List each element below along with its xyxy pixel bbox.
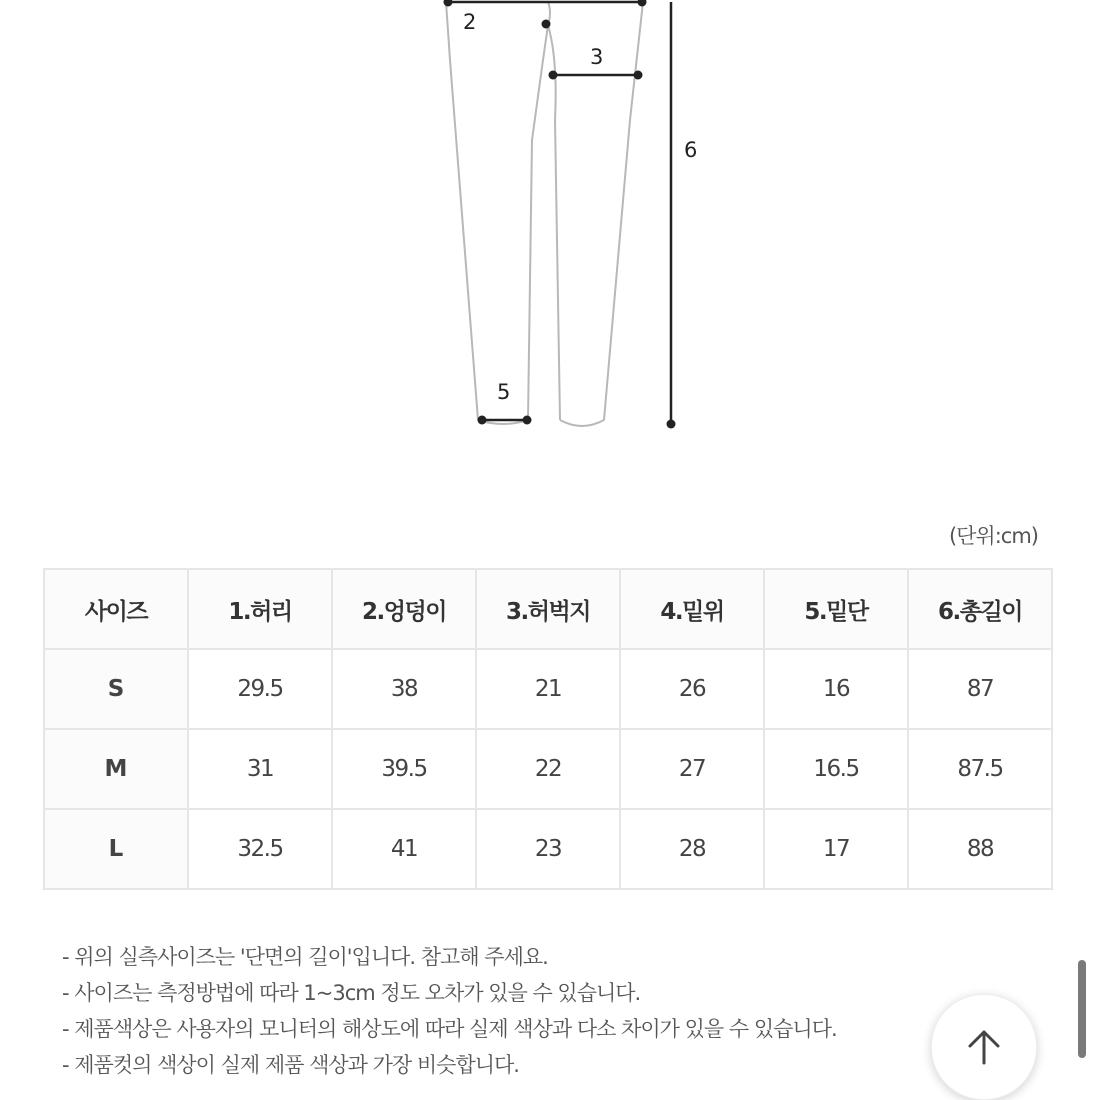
scrollbar-thumb[interactable]: [1078, 960, 1086, 1058]
size-cell: S: [44, 649, 188, 729]
note-line: - 위의 실측사이즈는 '단면의 길이'입니다. 참고해 주세요.: [62, 945, 548, 969]
table-header-row: [44, 569, 1052, 649]
table-row: [44, 729, 1052, 809]
table-cell: 88: [908, 809, 1052, 889]
note-line: - 제품색상은 사용자의 모니터의 해상도에 따라 실제 색상과 다소 차이가 있을 수 있습니다.: [62, 1017, 837, 1041]
table-cell: 22: [476, 729, 620, 809]
header-size: 사이즈: [44, 569, 188, 649]
note-line: - 사이즈는 측정방법에 따라 1~3cm 정도 오차가 있을 수 있습니다.: [62, 981, 641, 1005]
table-row: [44, 809, 1052, 889]
table-cell: 27: [620, 729, 764, 809]
table-cell: 17: [764, 809, 908, 889]
size-cell: L: [44, 809, 188, 889]
table-cell: 26: [620, 649, 764, 729]
table-cell: 87.5: [908, 729, 1052, 809]
header-rise: 4.밑위: [620, 569, 764, 649]
header-waist: 1.허리: [188, 569, 332, 649]
measure-label-3: 3: [590, 45, 604, 69]
note-line: - 제품컷의 색상이 실제 제품 색상과 가장 비슷합니다.: [62, 1053, 519, 1077]
table-cell: 16: [764, 649, 908, 729]
header-length: 6.총길이: [908, 569, 1052, 649]
table-cell: 87: [908, 649, 1052, 729]
table-cell: 31: [188, 729, 332, 809]
arrow-up-icon: [962, 1025, 1006, 1069]
header-hip: 2.엉덩이: [332, 569, 476, 649]
measure-label-6: 6: [684, 138, 698, 162]
size-notes: [62, 939, 942, 1083]
pants-measurement-diagram: [0, 0, 1096, 470]
table-cell: 41: [332, 809, 476, 889]
size-table: [43, 568, 1053, 890]
unit-note: (단위:cm): [948, 524, 1038, 548]
measure-label-2: 2: [463, 10, 477, 34]
table-cell: 21: [476, 649, 620, 729]
table-row: [44, 649, 1052, 729]
measure-label-5: 5: [497, 380, 511, 404]
table-cell: 32.5: [188, 809, 332, 889]
scroll-to-top-button[interactable]: [931, 994, 1037, 1100]
header-hem: 5.밑단: [764, 569, 908, 649]
table-cell: 38: [332, 649, 476, 729]
header-thigh: 3.허벅지: [476, 569, 620, 649]
table-cell: 39.5: [332, 729, 476, 809]
size-cell: M: [44, 729, 188, 809]
table-cell: 29.5: [188, 649, 332, 729]
table-cell: 16.5: [764, 729, 908, 809]
table-cell: 23: [476, 809, 620, 889]
pants-outline: [446, 2, 643, 426]
table-cell: 28: [620, 809, 764, 889]
